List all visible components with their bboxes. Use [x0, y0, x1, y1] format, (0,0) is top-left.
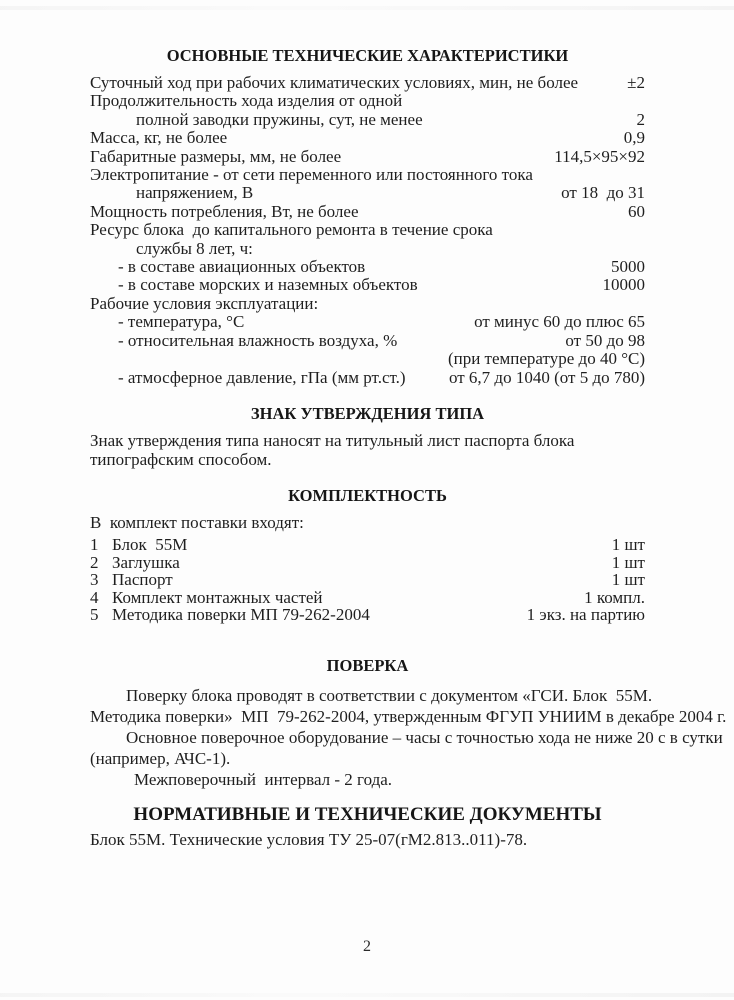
kit-item	[90, 554, 645, 572]
spec-label: службы 8 лет, ч:	[136, 238, 253, 258]
page-number: 2	[363, 938, 371, 955]
spec-label: - в составе авиационных объектов	[118, 257, 366, 277]
kit-item	[90, 571, 645, 589]
spec-row	[90, 129, 645, 147]
spec-label: Мощность потребления, Вт, не более	[90, 201, 359, 221]
spec-value: от 6,7 до 1040 (от 5 до 780)	[448, 367, 645, 387]
spec-value: 2	[636, 109, 645, 129]
paragraph-line: Основное поверочное оборудование – часы с точностью хода не ниже 20 с в сутки	[126, 727, 723, 747]
normative-body: Блок 55М. Технические условия ТУ 25-07(гМ2.813..011)-78.	[90, 829, 528, 849]
spec-row	[90, 258, 645, 276]
spec-row	[90, 111, 645, 129]
kit-item	[90, 606, 645, 624]
spec-row	[90, 295, 645, 313]
section-title-completeness: КОМПЛЕКТНОСТЬ	[288, 485, 447, 505]
kit-item-number: 3	[90, 570, 99, 590]
spec-value: (при температуре до 40 °С)	[447, 349, 645, 369]
spec-value: ±2	[627, 73, 645, 92]
kit-item	[90, 589, 645, 607]
spec-value: 5000	[611, 257, 645, 277]
spec-row	[90, 276, 645, 294]
spec-row	[90, 74, 645, 92]
spec-row	[90, 184, 645, 202]
spec-value: от 50 до 98	[565, 330, 645, 350]
section-title-normative: НОРМАТИВНЫЕ И ТЕХНИЧЕСКИЕ ДОКУМЕНТЫ	[133, 803, 602, 825]
spec-label: Электропитание - от сети переменного или постоянного тока	[90, 165, 533, 185]
spec-row	[90, 240, 645, 258]
kit-item-number: 4	[90, 587, 99, 607]
spec-label: Рабочие условия эксплуатации:	[90, 293, 319, 313]
spec-row	[90, 221, 645, 239]
section-title-type-approval: ЗНАК УТВЕРЖДЕНИЯ ТИПА	[250, 403, 485, 423]
section-title-characteristics: ОСНОВНЫЕ ТЕХНИЧЕСКИЕ ХАРАКТЕРИСТИКИ	[166, 46, 569, 65]
spec-label: Масса, кг, не более	[90, 128, 228, 148]
kit-item-name: Заглушка	[112, 552, 180, 572]
paragraph-line: типографским способом.	[90, 450, 272, 470]
kit-list	[90, 536, 645, 624]
spec-row	[90, 166, 645, 184]
spec-label: Продолжительность хода изделия от одной	[90, 91, 403, 111]
spec-label: напряжением, В	[136, 183, 254, 203]
kit-item-quantity: 1 компл.	[584, 587, 645, 607]
type-approval-paragraph	[90, 431, 645, 470]
kit-item-name: Паспорт	[112, 570, 173, 590]
spec-label: - относительная влажность воздуха, %	[118, 330, 398, 350]
paragraph-line: Знак утверждения типа наносят на титульный лист паспорта блока	[90, 430, 575, 450]
completeness-intro: В комплект поставки входят:	[90, 512, 304, 532]
kit-item-name: Блок 55М	[112, 534, 188, 554]
spec-row	[90, 369, 645, 387]
spec-row	[90, 148, 645, 166]
section-title-verification: ПОВЕРКА	[326, 655, 409, 675]
spec-label: полной заводки пружины, сут, не менее	[136, 109, 423, 129]
spec-label: - температура, °С	[118, 312, 245, 332]
paragraph-line: (например, АЧС-1).	[90, 748, 231, 768]
spec-label: - в составе морских и наземных объектов	[118, 275, 418, 295]
kit-item-number: 1	[90, 534, 99, 554]
spec-row	[90, 203, 645, 221]
spec-value: 0,9	[623, 128, 645, 148]
kit-item-number: 5	[90, 605, 99, 625]
kit-item-quantity: 1 экз. на партию	[526, 605, 645, 625]
verification-paragraph	[90, 685, 727, 790]
kit-item	[90, 536, 645, 554]
kit-item-name: Комплект монтажных частей	[112, 587, 323, 607]
spec-label: Ресурс блока до капитального ремонта в течение срока	[90, 220, 493, 240]
spec-value: от минус 60 до плюс 65	[474, 312, 645, 332]
spec-label: Суточный ход при рабочих климатических условиях, мин, не более	[90, 73, 579, 92]
spec-value: 114,5×95×92	[554, 146, 645, 166]
spec-label: Габаритные размеры, мм, не более	[90, 146, 342, 166]
scan-artifact-bottom	[0, 993, 734, 997]
kit-item-quantity: 1 шт	[611, 534, 645, 554]
spec-value: от 18 до 31	[561, 183, 645, 203]
kit-item-quantity: 1 шт	[611, 552, 645, 572]
kit-item-name: Методика поверки МП 79-262-2004	[112, 605, 370, 625]
spec-row	[90, 313, 645, 331]
paragraph-line: Методика поверки» МП 79-262-2004, утвержденным ФГУП УНИИМ в декабре 2004 г.	[90, 706, 727, 726]
spec-row	[90, 92, 645, 110]
scan-artifact-top	[0, 6, 734, 10]
kit-item-number: 2	[90, 552, 99, 572]
spec-value: 10000	[602, 275, 645, 295]
kit-item-quantity: 1 шт	[611, 570, 645, 590]
spec-list	[90, 74, 645, 387]
spec-row	[90, 350, 645, 368]
paragraph-line: Поверку блока проводят в соответствии с документом «ГСИ. Блок 55М.	[126, 685, 653, 705]
paragraph-line: Межповерочный интервал - 2 года.	[134, 769, 393, 789]
spec-value: 60	[628, 201, 645, 221]
spec-row	[90, 332, 645, 350]
spec-label: - атмосферное давление, гПа (мм рт.ст.)	[118, 367, 406, 387]
